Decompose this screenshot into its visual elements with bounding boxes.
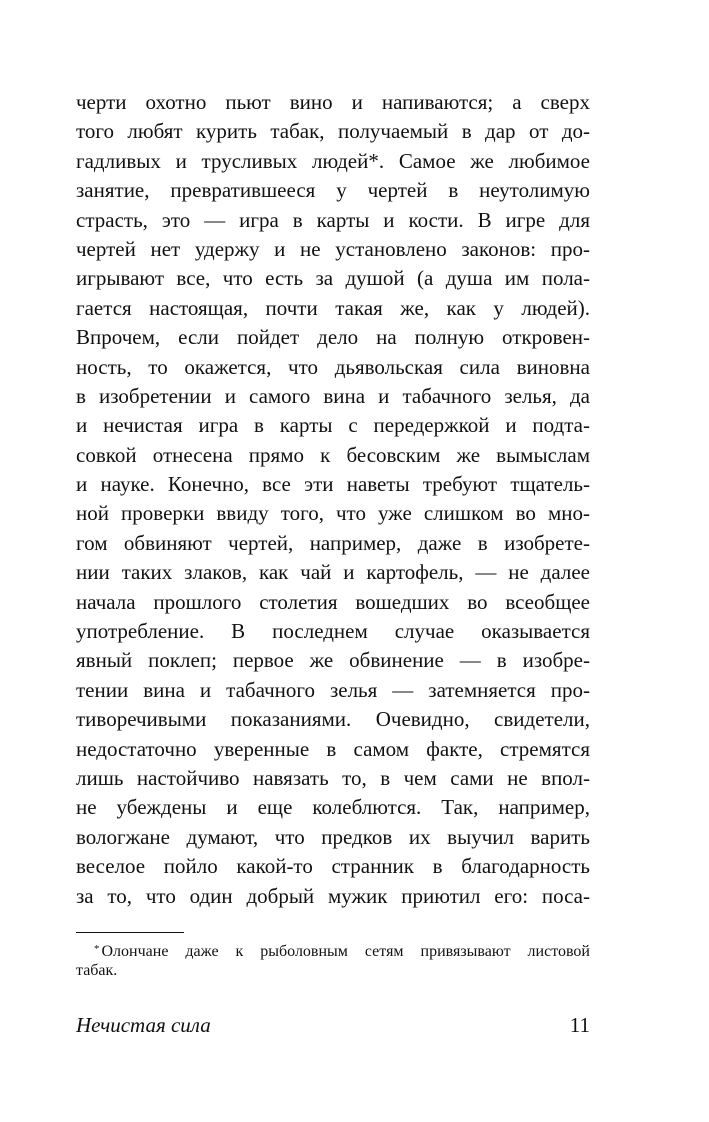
- text-line: гается настоящая, почти такая же, как у людей).: [76, 295, 590, 320]
- text-line: недостаточно уверенные в самом факте, стремятся: [76, 736, 590, 761]
- text-line: тении вина и табачного зелья — затемняется про-: [76, 677, 590, 702]
- text-line: лишь настойчиво навязать то, в чем сами не впол-: [76, 765, 590, 790]
- text-line: в изобретении и самого вина и табачного зелья, да: [76, 383, 590, 408]
- text-line: ной проверки ввиду того, что уже слишком во мно-: [76, 501, 590, 526]
- text-line: за то, что один добрый мужик приютил его: поса-: [76, 883, 590, 908]
- text-line: игрывают все, что есть за душой (а душа им пола-: [76, 266, 590, 291]
- footnote-line-2: табак.: [76, 962, 118, 979]
- text-line: Впрочем, если пойдет дело на полную откровен-: [76, 325, 590, 350]
- text-line: чертей нет удержу и не установлено законов: про-: [76, 236, 590, 261]
- text-line: гом обвиняют чертей, например, даже в изобрете-: [76, 530, 590, 555]
- text-line: не убеждены и еще колеблются. Так, например,: [76, 795, 590, 820]
- text-line: и науке. Конечно, все эти наветы требуют тщатель-: [76, 472, 590, 497]
- footnote-line-1: [76, 938, 590, 960]
- text-line: явный поклеп; первое же обвинение — в изобре-: [76, 648, 590, 673]
- text-line: того любят курить табак, получаемый в дар от до-: [76, 119, 590, 144]
- text-line: нии таких злаков, как чай и картофель, — не далее: [76, 560, 590, 585]
- main-text: [76, 88, 590, 911]
- footnote: [76, 938, 590, 982]
- running-title: Нечистая сила: [76, 1013, 211, 1037]
- text-line: страсть, это — игра в карты и кости. В игре для: [76, 207, 590, 232]
- footnote-text-1: Олончане даже к рыболовным сетям привязывают листовой: [101, 943, 590, 960]
- footnote-mark: *: [94, 943, 100, 955]
- text-line: черти охотно пьют вино и напиваются; а сверх: [76, 90, 590, 114]
- page-number: 11: [569, 1013, 590, 1037]
- text-line: вологжане думают, что предков их выучил варить: [76, 824, 590, 849]
- text-line: совкой отнесена прямо к бесовским же вымыслам: [76, 442, 590, 467]
- text-line: начала прошлого столетия вошедших во всеобщее: [76, 589, 590, 614]
- text-line: занятие, превратившееся у чертей в неутолимую: [76, 178, 590, 203]
- footnote-divider: [76, 932, 184, 933]
- text-line: тиворечивыми показаниями. Очевидно, свидетели,: [76, 707, 590, 732]
- text-line: и нечистая игра в карты с передержкой и подта-: [76, 413, 590, 438]
- text-line: гадливых и трусливых людей*. Самое же любимое: [76, 148, 590, 173]
- text-line: употребление. В последнем случае оказывается: [76, 619, 590, 644]
- text-line: ность, то окажется, что дьявольская сила виновна: [76, 354, 590, 379]
- text-line: веселое пойло какой-то странник в благодарность: [76, 854, 590, 879]
